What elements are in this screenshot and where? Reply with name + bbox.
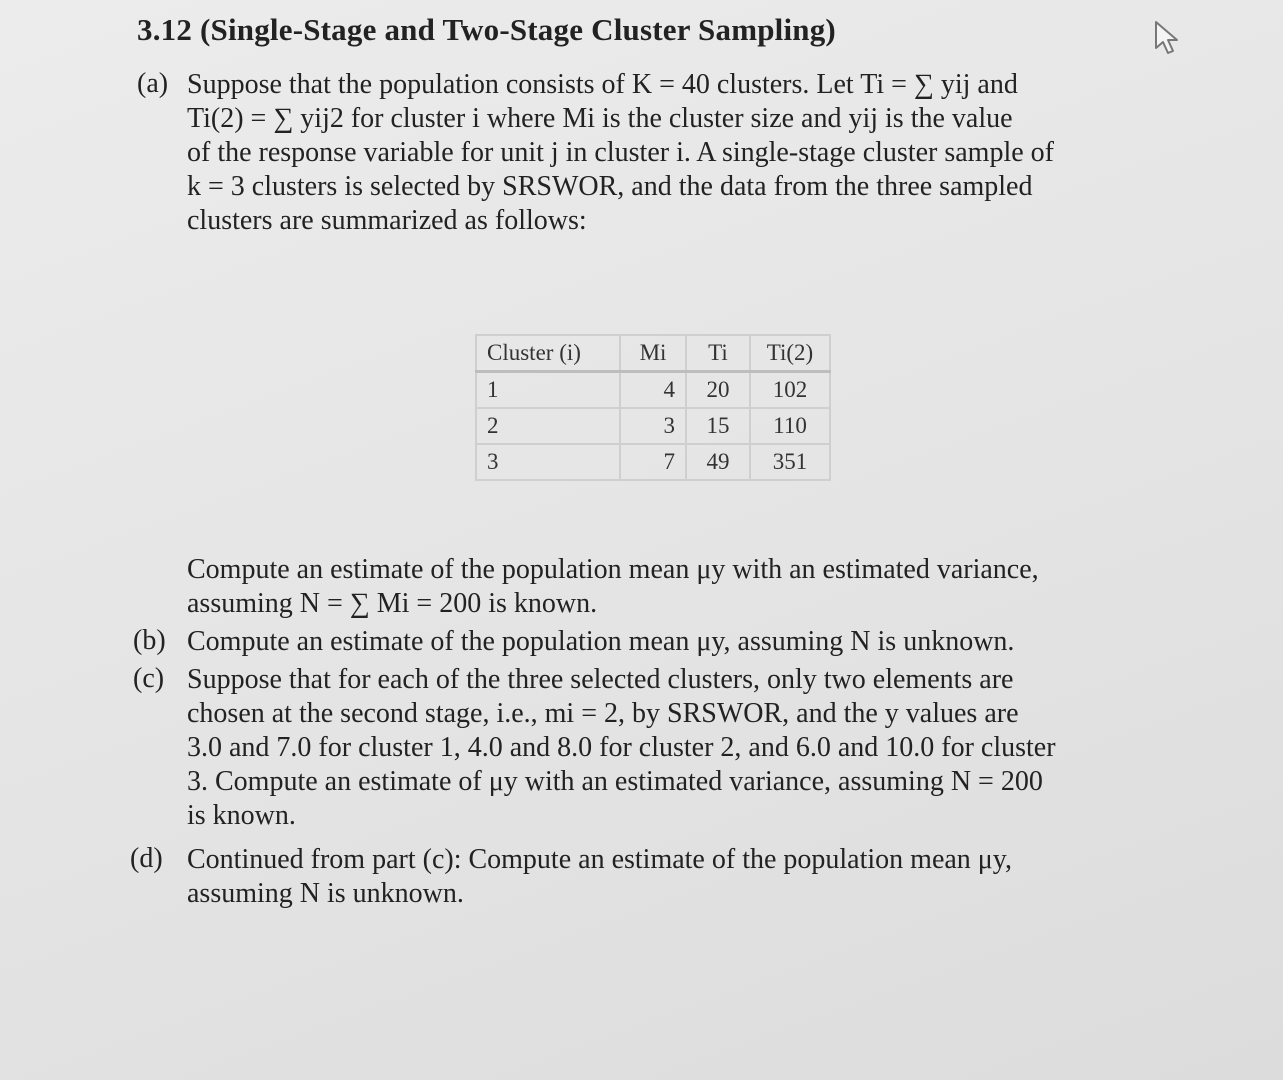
part-c-text: [187, 663, 1167, 833]
header-m: Mi: [620, 335, 686, 372]
part-c-line-2: chosen at the second stage, i.e., mi = 2, by SRSWOR, and the y values are: [187, 698, 1019, 729]
part-b-label: (b): [133, 625, 166, 656]
part-b-line-1: Compute an estimate of the population mean μy, assuming N is unknown.: [187, 626, 1015, 657]
cluster-data-table: [475, 334, 831, 481]
part-a-line-1: Suppose that the population consists of K = 40 clusters. Let Ti = ∑ yij and: [187, 69, 1018, 100]
cell-cluster: 1: [476, 372, 620, 409]
cell-cluster: 3: [476, 444, 620, 480]
cell-cluster: 2: [476, 408, 620, 444]
table-header-row: [476, 335, 830, 372]
problem-title: 3.12 (Single-Stage and Two-Stage Cluster Sampling): [137, 12, 836, 47]
cell-m: 3: [620, 408, 686, 444]
part-a-label: (a): [137, 68, 169, 99]
header-cluster: Cluster (i): [476, 335, 620, 372]
cell-t: 20: [686, 372, 750, 409]
part-b-text: [187, 625, 1167, 659]
table-row: [476, 372, 830, 409]
part-c-line-3: 3.0 and 7.0 for cluster 1, 4.0 and 8.0 for cluster 2, and 6.0 and 10.0 for cluster: [187, 732, 1056, 763]
cell-m: 4: [620, 372, 686, 409]
cell-t2: 110: [750, 408, 830, 444]
part-a-line-4: k = 3 clusters is selected by SRSWOR, and the data from the three sampled: [187, 171, 1033, 202]
part-c-line-4: 3. Compute an estimate of μy with an estimated variance, assuming N = 200: [187, 766, 1043, 797]
part-d-line-1: Continued from part (c): Compute an estimate of the population mean μy,: [187, 844, 1012, 875]
part-a-text: [187, 68, 1167, 238]
part-a-line-5: clusters are summarized as follows:: [187, 205, 587, 236]
table-row: [476, 444, 830, 480]
cell-t2: 102: [750, 372, 830, 409]
part-d-label: (d): [130, 843, 163, 874]
part-a-cont-line-1: Compute an estimate of the population mean μy with an estimated variance,: [187, 554, 1039, 585]
part-c-line-5: is known.: [187, 800, 296, 831]
mouse-pointer-icon: [1150, 18, 1190, 58]
table-row: [476, 408, 830, 444]
header-t: Ti: [686, 335, 750, 372]
part-a-cont-line-2: assuming N = ∑ Mi = 200 is known.: [187, 588, 598, 619]
part-a-continued: [187, 553, 1167, 621]
part-a-line-2: Ti(2) = ∑ yij2 for cluster i where Mi is the cluster size and yij is the value: [187, 103, 1013, 134]
cell-m: 7: [620, 444, 686, 480]
part-d-text: [187, 843, 1167, 911]
part-d-line-2: assuming N is unknown.: [187, 878, 464, 909]
cell-t: 49: [686, 444, 750, 480]
header-t2: Ti(2): [750, 335, 830, 372]
cell-t2: 351: [750, 444, 830, 480]
part-a-line-3: of the response variable for unit j in cluster i. A single-stage cluster sample of: [187, 137, 1054, 168]
cell-t: 15: [686, 408, 750, 444]
part-c-label: (c): [133, 663, 165, 694]
part-c-line-1: Suppose that for each of the three selected clusters, only two elements are: [187, 664, 1014, 695]
